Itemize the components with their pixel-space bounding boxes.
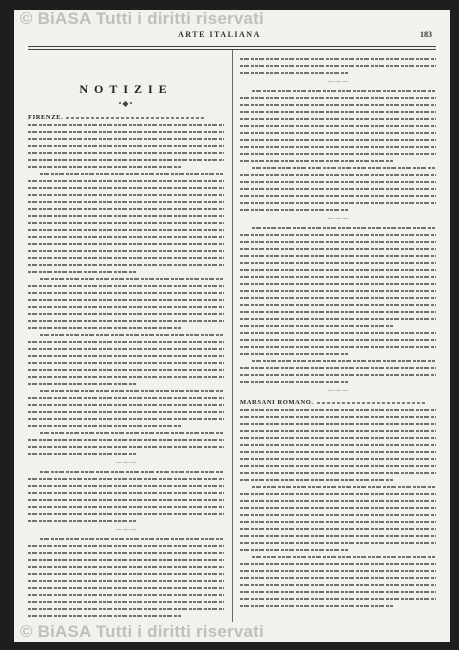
- left-column-text: FIRENZE. — — — — — —: [28, 114, 224, 617]
- lead-word-firenze: FIRENZE.: [28, 114, 224, 121]
- right-column-text: — — — — — — — — — MARSANI ROMANO.: [240, 58, 436, 607]
- left-column: [28, 50, 224, 622]
- page-number: 183: [420, 30, 432, 39]
- watermark-top: © BiASA Tutti i diritti riservati: [20, 10, 264, 28]
- running-title: ARTE ITALIANA: [178, 30, 261, 39]
- section-title: NOTIZIE: [79, 82, 173, 96]
- watermark-bottom: © BiASA Tutti i diritti riservati: [20, 622, 264, 641]
- section-ornament: •◆•: [118, 99, 134, 108]
- document-page: [14, 10, 450, 642]
- column-divider: [232, 50, 233, 622]
- right-column: [240, 50, 436, 612]
- page-header: [28, 28, 436, 44]
- lead-word-marsani: MARSANI ROMANO.: [240, 399, 436, 406]
- header-rule: [28, 46, 436, 47]
